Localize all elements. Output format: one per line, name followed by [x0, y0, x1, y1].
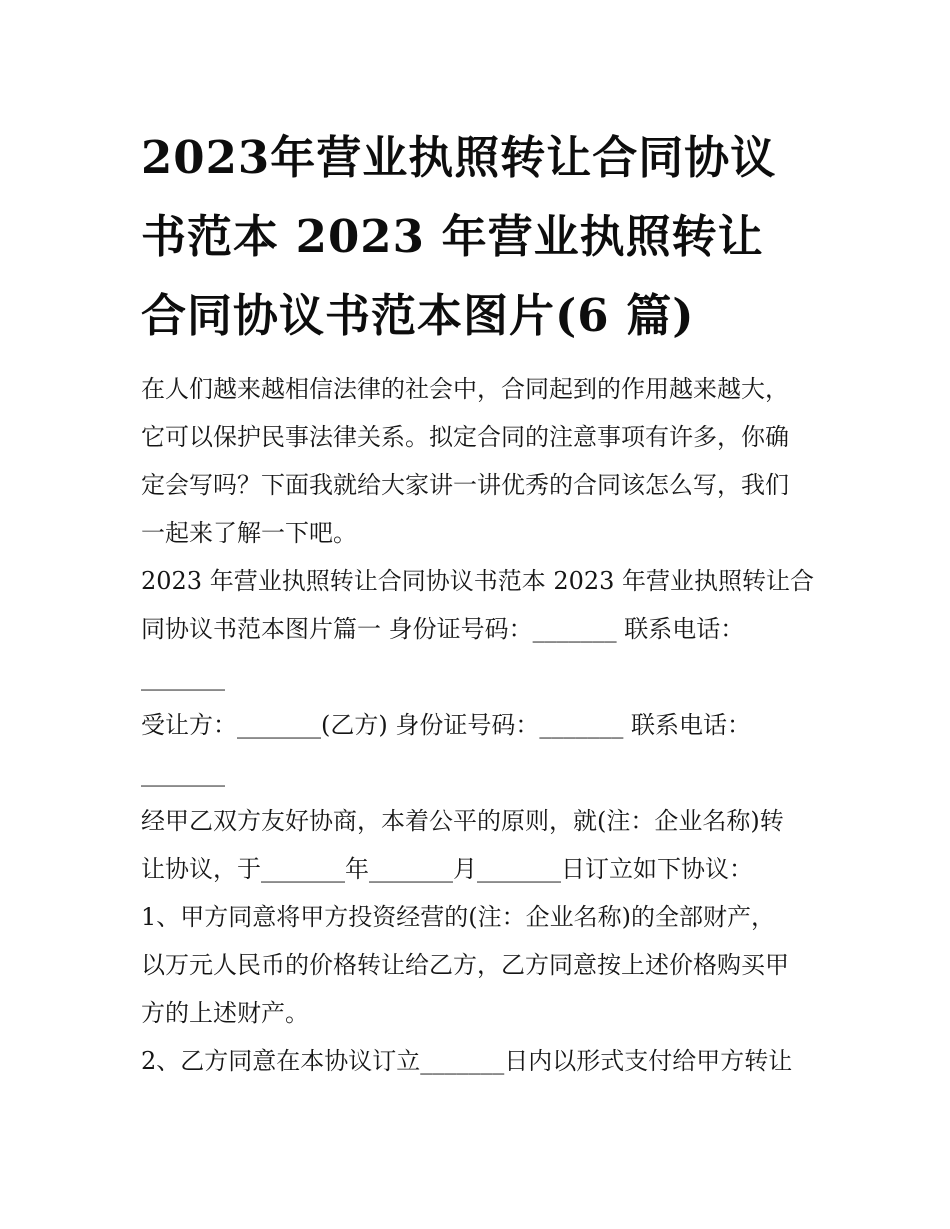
text-line: 1、甲方同意将甲方投资经营的(注：企业名称)的全部财产， [141, 903, 775, 931]
title-line: 书范本 2023 年营业执照转让 [141, 210, 764, 263]
text-line: 2、乙方同意在本协议订立_______日内以形式支付给甲方转让 [141, 1047, 793, 1075]
text-line: 以万元人民币的价格转让给乙方，乙方同意按上述价格购买甲 [141, 951, 789, 979]
clause-2-paragraph [141, 1037, 821, 1085]
transferee-paragraph [141, 701, 821, 797]
text-line: _______ [141, 759, 225, 787]
text-line: 在人们越来越相信法律的社会中，合同起到的作用越来越大， [141, 375, 789, 403]
document-title [141, 118, 821, 355]
text-line: _______ [141, 663, 225, 691]
text-line: 定会写吗？下面我就给大家讲一讲优秀的合同该怎么写，我们 [141, 471, 789, 499]
text-line: 同协议书范本图片篇一 身份证号码：_______ 联系电话： [141, 615, 745, 643]
section-heading-paragraph [141, 557, 821, 701]
text-line: 它可以保护民事法律关系。拟定合同的注意事项有许多，你确 [141, 423, 789, 451]
intro-paragraph [141, 365, 821, 557]
agreement-intro-paragraph [141, 797, 821, 893]
document-body [141, 365, 821, 1085]
text-line: 让协议，于_______年_______月_______日订立如下协议： [141, 855, 753, 883]
title-line: 合同协议书范本图片(6 篇) [141, 289, 695, 342]
text-line: 2023 年营业执照转让合同协议书范本 2023 年营业执照转让合 [141, 567, 815, 595]
document-page [141, 118, 821, 1085]
text-line: 经甲乙双方友好协商，本着公平的原则，就(注：企业名称)转 [141, 807, 784, 835]
title-line: 2023年营业执照转让合同协议 [141, 131, 777, 184]
text-line: 一起来了解一下吧。 [141, 519, 357, 547]
text-line: 方的上述财产。 [141, 999, 309, 1027]
clause-1-paragraph [141, 893, 821, 1037]
text-line: 受让方：_______(乙方) 身份证号码：_______ 联系电话： [141, 711, 751, 739]
